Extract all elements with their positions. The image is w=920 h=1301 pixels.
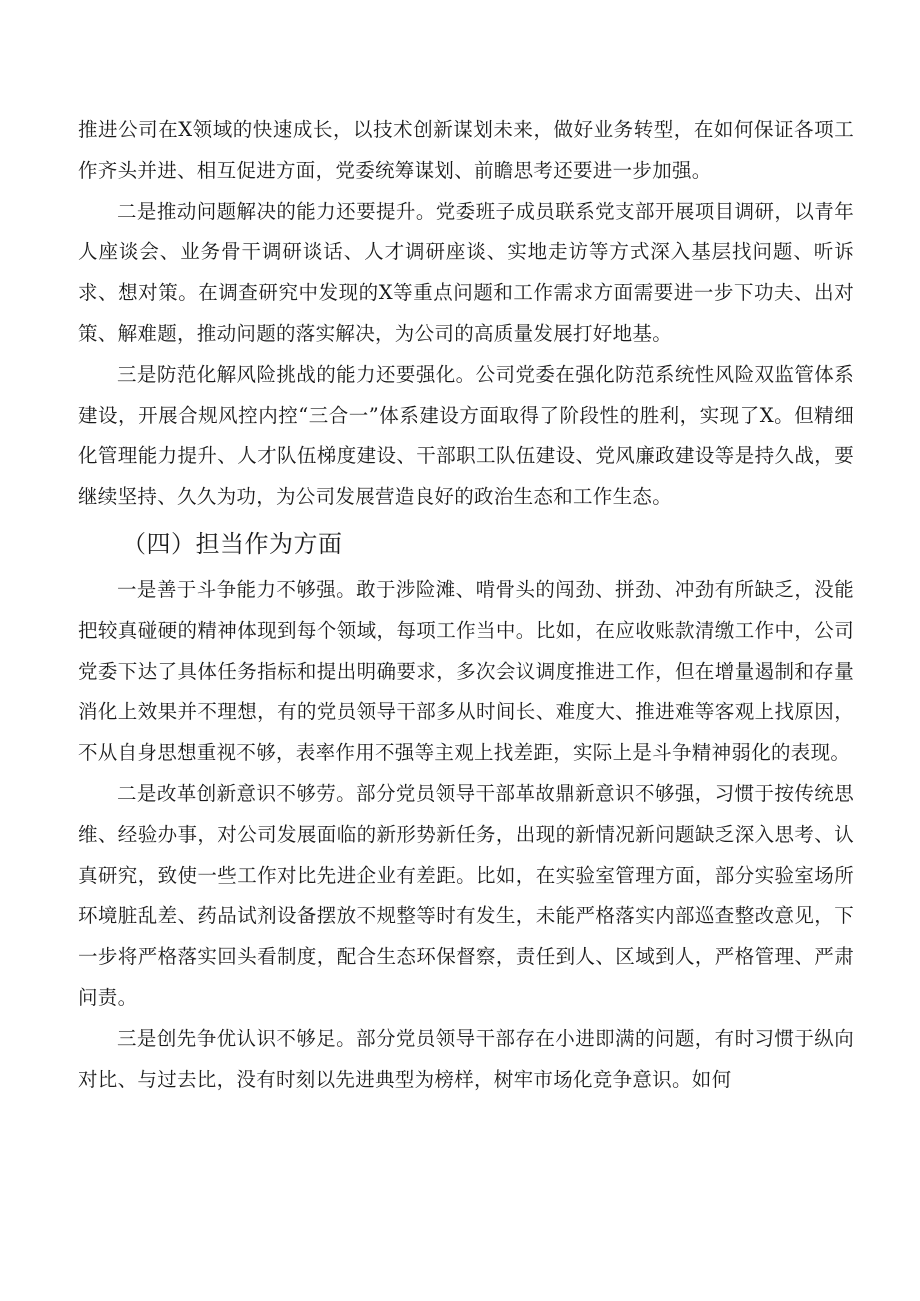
paragraph-reform-innovation: 二是改革创新意识不够劳。部分党员领导干部革故鼎新意识不够强，习惯于按传统思维、经验办事，对公司发展面临的新形势新任务，出现的新情况新问题缺乏深入思考、认真研究，致使一些工作对比先进企业有差距。比如，在实验室管理方面，部分实验室场所环境脏乱差、药品试剂设备摆放不规整等时有发生，未能严格落实内部巡查整改意见，下一步将严格落实回头看制度，配合生态环保督察，责任到人、区域到人，严格管理、严肃问责。 — [78, 781, 854, 1009]
paragraph-excellence-awareness: 三是创先争优认识不够足。部分党员领导干部存在小进即满的问题，有时习惯于纵向对比、与过去比，没有时刻以先进典型为榜样，树牢市场化竞争意识。如何 — [78, 1026, 854, 1091]
paragraph-problem-solving: 二是推动问题解决的能力还要提升。党委班子成员联系党支部开展项目调研，以青年人座谈会、业务骨干调研谈话、人才调研座谈、实地走访等方式深入基层找问题、听诉求、想对策。在调查研究中发现的X等重点问题和工作需求方面需要进一步下功夫、出对策、解难题，推动问题的落实解决，为公司的高质量发展打好地基。 — [78, 199, 854, 345]
paragraph-risk-prevention: 三是防范化解风险挑战的能力还要强化。公司党委在强化防范系统性风险双监管体系建设，开展合规风控内控“三合一”体系建设方面取得了阶段性的胜利，实现了X。但精细化管理能力提升、人才队伍梯度建设、干部职工队伍建设、党风廉政建设等是持久战，要继续坚持、久久为功，为公司发展营造良好的政治生态和工作生态。 — [78, 362, 854, 509]
paragraph-struggle-ability: 一是善于斗争能力不够强。敢于涉险滩、啃骨头的闯劲、拼劲、冲劲有所缺乏，没能把较真碰硬的精神体现到每个领域，每项工作当中。比如，在应收账款清缴工作中，公司党委下达了具体任务指标和提出明确要求，多次会议调度推进工作，但在增量遏制和存量消化上效果并不理想，有的党员领导干部多从时间长、难度大、推进难等客观上找原因，不从自身思想重视不够，表率作用不强等主观上找差距，实际上是斗争精神弱化的表现。 — [78, 577, 854, 765]
paragraph-continuation: 推进公司在X领域的快速成长，以技术创新谋划未来，做好业务转型，在如何保证各项工作齐头并进、相互促进方面，党委统筹谋划、前瞻思考还要进一步加强。 — [78, 118, 854, 182]
document-page — [78, 110, 854, 1100]
section-heading: （四）担当作为方面 — [122, 529, 343, 558]
